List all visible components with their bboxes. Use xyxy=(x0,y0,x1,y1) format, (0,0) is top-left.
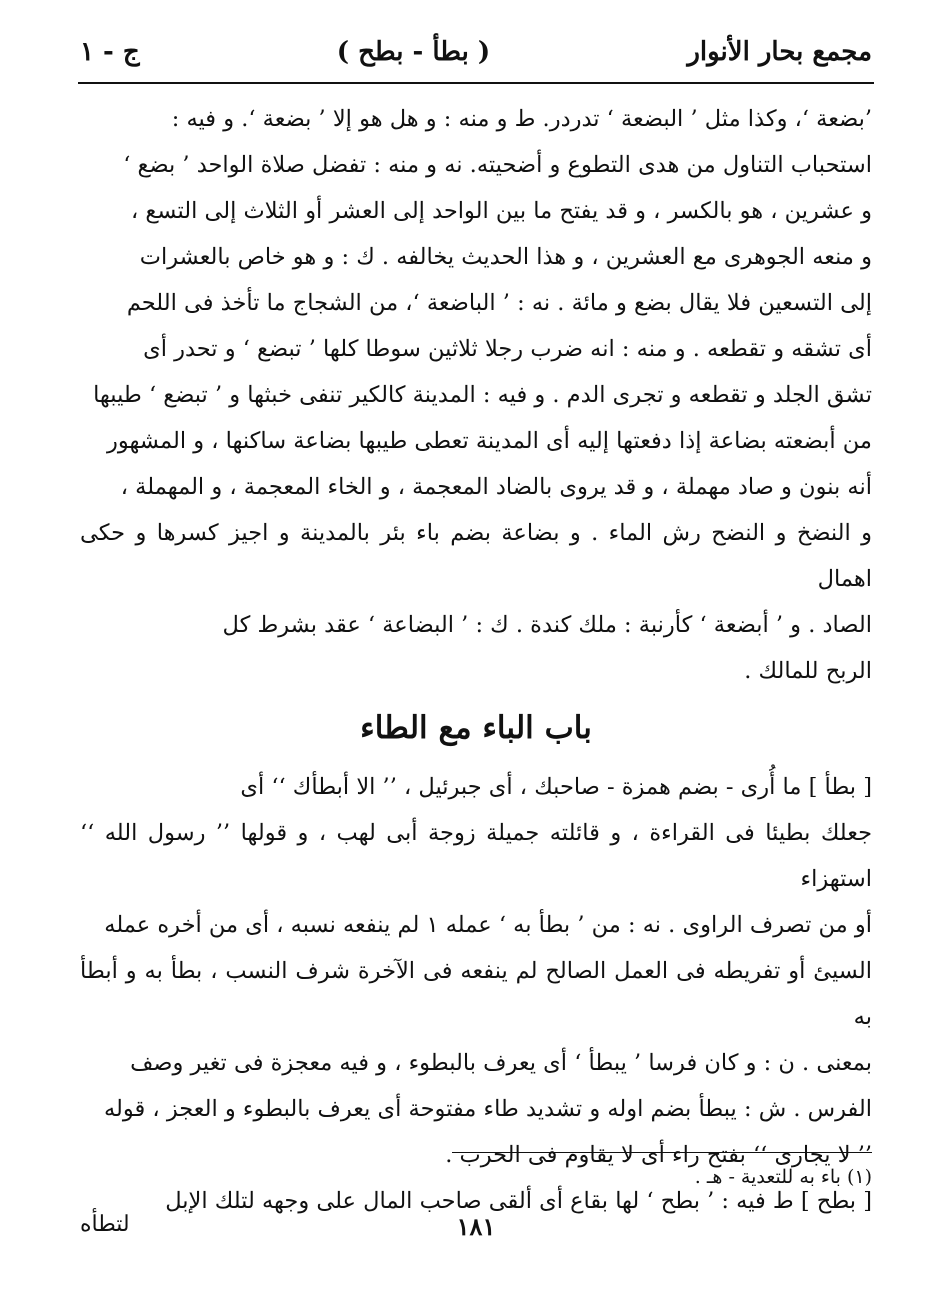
text-line: إلى التسعين فلا يقال بضع و مائة . نه : ’ الباضعة ‘، من الشجاج ما تأخذ فى اللحم xyxy=(126,290,872,316)
text-line: أنه بنون و صاد مهملة ، و قد يروى بالضاد المعجمة ، و الخاء المعجمة ، و المهملة ، xyxy=(120,474,872,500)
footnote-rule xyxy=(452,1152,872,1153)
page-footer xyxy=(80,1212,872,1252)
catchword: لتطأه xyxy=(80,1212,130,1237)
page-header xyxy=(80,28,872,76)
text-line: و منعه الجوهرى مع العشرين ، و هذا الحديث يخالفه . ك : و هو خاص بالعشرات xyxy=(139,244,872,270)
entry-line: بمعنى . ن : و كان فرسا ’ يبطأ ‘ أى يعرف بالبطوء ، و فيه معجزة فى تغير وصف xyxy=(130,1050,872,1076)
section-range: ( بطأ - بطح ) xyxy=(336,37,491,67)
header-rule xyxy=(78,82,874,84)
book-title: مجمع بحار الأنوار xyxy=(687,37,872,67)
entry-line: أو من تصرف الراوى . نه : من ’ بطأ به ‘ عمله ١ لم ينفعه نسبه ، أى من أخره عمله xyxy=(104,912,872,938)
text-line: و عشرين ، هو بالكسر ، و قد يفتح ما بين الواحد إلى العشر أو الثلاث إلى التسع ، xyxy=(131,198,872,224)
entry-line: السيئ أو تفريطه فى العمل الصالح لم ينفعه فى الآخرة شرف النسب ، بطأ به و أبطأ به xyxy=(80,958,872,1030)
text-line: و النضخ و النضح رش الماء . و بضاعة بضم باء بئر بالمدينة و اجيز كسرها و حكى اهمال xyxy=(80,520,872,592)
text-line: استحباب التناول من هدى التطوع و أضحيته. نه و منه : تفضل صلاة الواحد ’ بضع ‘ xyxy=(123,152,872,178)
text-line: تشق الجلد و تقطعه و تجرى الدم . و فيه : المدينة كالكير تنفى خبثها و ’ تبضع ‘ طيبها xyxy=(93,382,872,408)
entry-line: ’’ لا يجارى ‘‘ بفتح راء أى لا يقاوم فى الحرب . xyxy=(445,1142,872,1168)
text-line: ’بضعة ‘، وكذا مثل ’ البضعة ‘ تدردر. ط و منه : و هل هو إلا ’ بضعة ‘. و فيه : xyxy=(171,106,872,132)
page-number: ١٨١ xyxy=(456,1212,496,1241)
entry-line: الفرس . ش : يبطأ بضم اوله و تشديد طاء مفتوحة أى يعرف بالبطوء و العجز ، قوله xyxy=(103,1096,872,1122)
text-line: من أبضعته بضاعة إذا دفعتها إليه أى المدينة تعطى طيبها بضاعة ساكنها ، و المشهور xyxy=(107,428,872,454)
volume-number: ج - ١ xyxy=(80,37,140,67)
text-line: الربح للمالك . xyxy=(744,658,872,684)
main-text xyxy=(80,96,872,1224)
entry-line: [ بطح ] ط فيه : ’ بطح ‘ لها بقاع أى ألقى صاحب المال على وجهه لتلك الإبل xyxy=(165,1188,872,1214)
entry-line: جعلك بطيئا فى القراءة ، و قائلته جميلة زوجة أبى لهب ، و قولها ’’ رسول الله ‘‘ استهزاء xyxy=(80,820,872,892)
entry-line: [ بطأ ] ما أُرى - بضم همزة - صاحبك ، أى جبرئيل ، ’’ الا أبطأك ‘‘ أى xyxy=(240,774,872,800)
section-title: باب الباء مع الطاء xyxy=(360,710,592,746)
text-line: أى تشقه و تقطعه . و منه : انه ضرب رجلا ثلاثين سوطا كلها ’ تبضع ‘ و تحدر أى xyxy=(143,336,872,362)
footnote: (١) باء به للتعدية - هـ . xyxy=(694,1166,872,1188)
text-line: الصاد . و ’ أبضعة ‘ كأرنبة : ملك كندة . ك : ’ البضاعة ‘ عقد بشرط كل xyxy=(222,612,872,638)
